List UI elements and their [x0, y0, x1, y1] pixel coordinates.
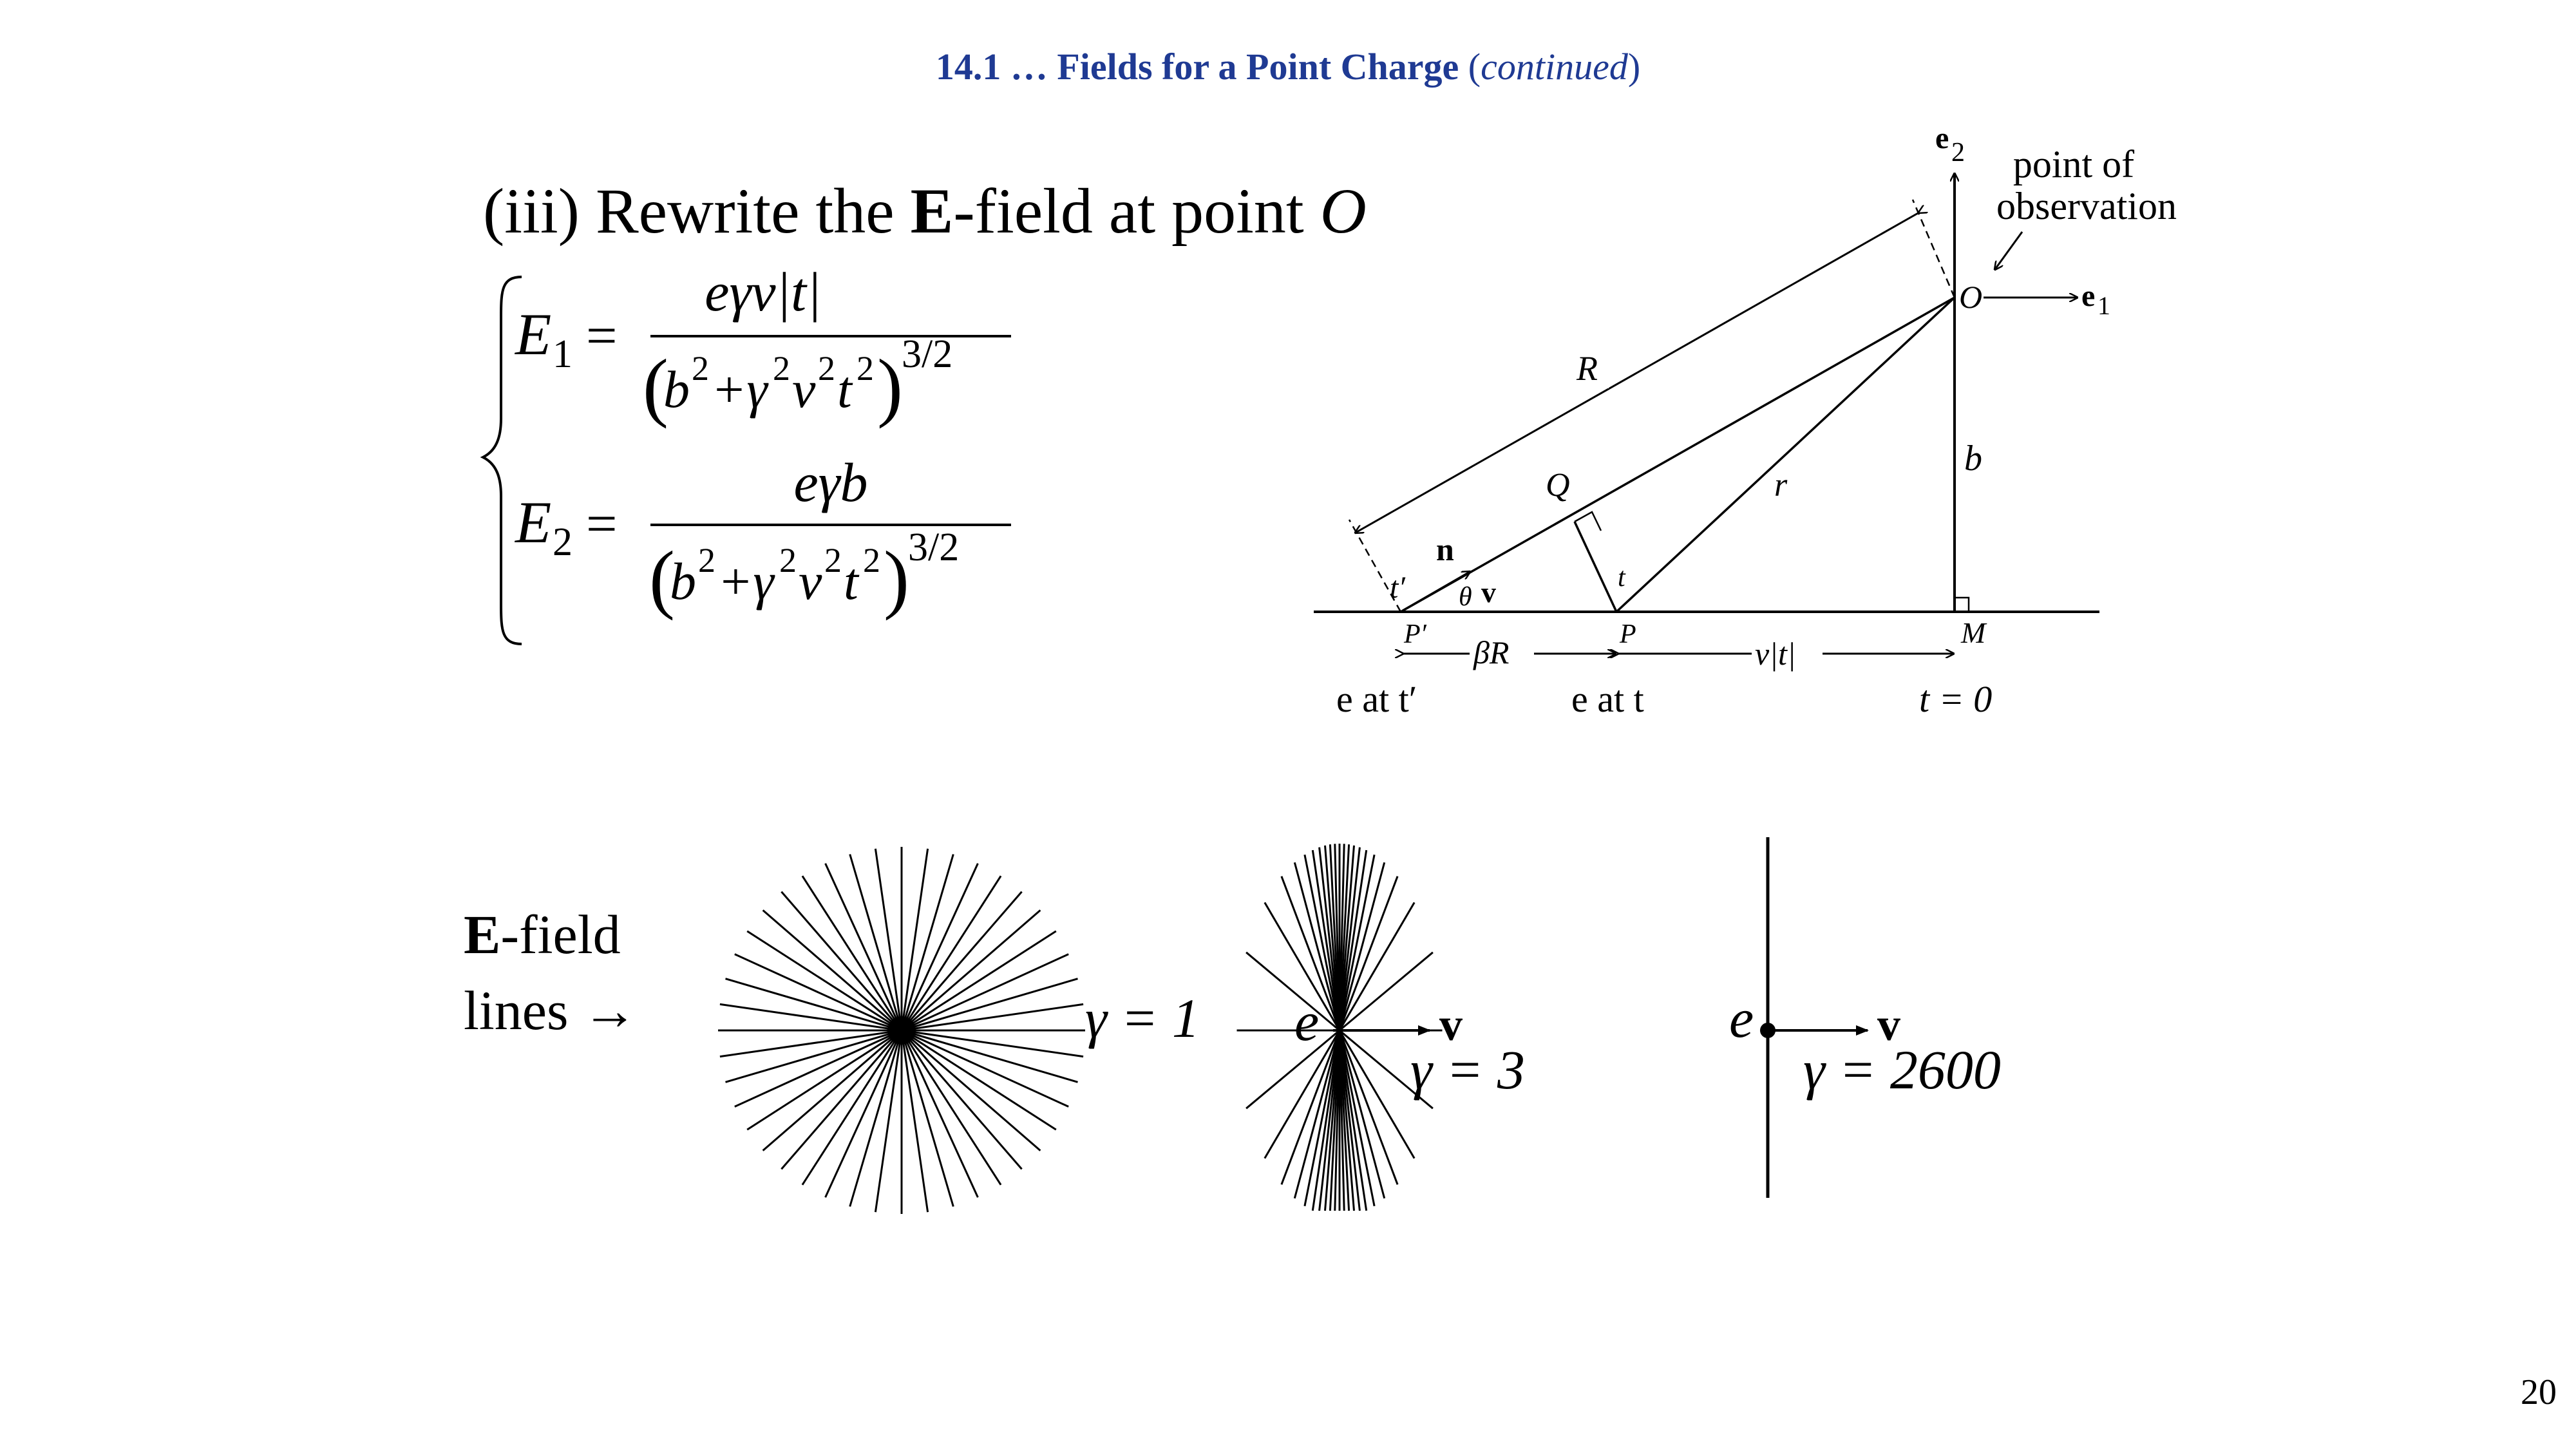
gamma1-charge — [887, 1016, 916, 1045]
heading-bold-E: E — [910, 175, 954, 247]
gamma3-field-lines — [1237, 844, 1443, 1211]
field-line — [781, 1030, 902, 1169]
e2-lhs: E — [515, 489, 552, 555]
e2-equals: = — [586, 493, 618, 554]
point-O: O — [1959, 279, 1983, 315]
e2-den-lparen: ( — [649, 535, 675, 621]
e1-den-b-sq: 2 — [692, 349, 709, 388]
r-label: r — [1774, 467, 1788, 504]
field-line — [726, 1030, 902, 1082]
e1-lhs: E — [515, 301, 552, 367]
field-equations — [477, 264, 1056, 663]
e2-den-gamma: +γ — [717, 552, 774, 611]
field-line — [902, 1030, 953, 1207]
e1-den-t-sq: 2 — [857, 349, 874, 388]
e2-sub: 2 — [1951, 138, 1965, 167]
geometry-diagram — [1301, 109, 2254, 728]
e-at-t: e at t — [1571, 678, 1644, 720]
field-lines-figure — [451, 824, 2093, 1224]
heading-point-O: O — [1320, 175, 1367, 247]
t-zero-label: t = 0 — [1919, 678, 1993, 720]
gamma2600-v-label: v — [1877, 999, 1900, 1050]
field-line — [850, 1030, 902, 1207]
e1-sub: 1 — [553, 332, 573, 376]
b-label: b — [1964, 439, 1982, 478]
e2-denominator — [649, 526, 959, 621]
R-arrow — [1356, 213, 1919, 533]
e1-den-rparen: ) — [877, 343, 903, 429]
e2-den-rparen: ) — [884, 535, 909, 621]
e1-den-v: v — [792, 360, 816, 419]
perpendicular-QP — [1575, 522, 1616, 612]
right-angle-M — [1955, 598, 1969, 612]
gamma3-v-label: v — [1439, 999, 1463, 1050]
field-label-line1 — [464, 904, 621, 965]
section-heading — [483, 174, 1367, 248]
field-line — [902, 979, 1078, 1030]
e2-numerator: eγb — [793, 451, 868, 513]
e1-den-t: t — [837, 360, 852, 419]
R-label: R — [1577, 349, 1598, 388]
e1-den-g-sq: 2 — [773, 349, 790, 388]
field-line — [726, 979, 902, 1030]
v-label: v — [1481, 576, 1496, 609]
field-line — [763, 1030, 902, 1151]
e1-equals: = — [586, 305, 618, 366]
field-line — [781, 892, 902, 1030]
field-line — [902, 1030, 1078, 1082]
field-label-bold: E — [464, 904, 501, 965]
t-label: t — [1618, 563, 1625, 592]
field-line — [902, 1030, 1022, 1169]
field-line — [902, 855, 953, 1031]
e-at-tprime: e at t′ — [1336, 678, 1417, 720]
betaR-label: βR — [1473, 634, 1510, 670]
observation-label-1: point of — [2012, 143, 2135, 185]
e2-den-b-sq: 2 — [698, 541, 715, 580]
e2-den-v: v — [799, 552, 822, 611]
title-main: 14.1 … Fields for a Point Charge — [935, 46, 1459, 88]
title-paren-open: ( — [1468, 46, 1481, 88]
field-line — [763, 910, 902, 1030]
slide-title — [0, 45, 2576, 88]
t-prime-label: t′ — [1390, 571, 1405, 605]
Q-label: Q — [1546, 467, 1570, 504]
gamma1-label: γ = 1 — [1085, 987, 1200, 1049]
e2-den-b: b — [670, 552, 696, 611]
field-line — [902, 910, 1040, 1030]
e2-den-v-sq: 2 — [824, 541, 842, 580]
title-paren-close: ) — [1627, 46, 1641, 88]
field-label-line2: lines → — [464, 980, 638, 1041]
P-prime-label: P′ — [1404, 620, 1426, 649]
observation-label-2: observation — [1996, 185, 2177, 227]
e2-den-pow: 3/2 — [908, 526, 960, 569]
e1-den-b: b — [663, 360, 690, 419]
field-label-rest: -field — [500, 904, 621, 965]
P-label: P — [1620, 620, 1636, 649]
field-line — [850, 855, 902, 1031]
title-continued: continued — [1481, 46, 1628, 88]
gamma3-label: γ = 3 — [1410, 1039, 1525, 1101]
page-number: 20 — [2521, 1372, 2557, 1412]
e2-sub: 2 — [553, 520, 573, 564]
n-label: n — [1436, 531, 1454, 567]
e2-den-t: t — [844, 552, 858, 611]
gamma2600-label: γ = 2600 — [1803, 1039, 2001, 1101]
theta-label: θ — [1459, 582, 1472, 612]
observation-pointer — [1995, 232, 2022, 269]
gamma2600-e-label: e — [1729, 987, 1754, 1049]
heading-prefix: (iii) Rewrite the — [483, 175, 911, 247]
e1-denominator — [643, 332, 952, 429]
line-r — [1616, 298, 1955, 612]
e1-den-v-sq: 2 — [818, 349, 835, 388]
e1-den-gamma: +γ — [711, 360, 768, 419]
e2-den-t-sq: 2 — [863, 541, 880, 580]
heading-middle: -field at point — [953, 175, 1320, 247]
field-line — [902, 892, 1022, 1030]
e1-den-lparen: ( — [643, 343, 668, 429]
e1-numerator: eγv|t| — [705, 264, 822, 323]
e1-label: e — [2081, 279, 2096, 313]
e1-sub: 1 — [2098, 291, 2110, 320]
vt-label: v|t| — [1755, 636, 1796, 672]
line-O-Pprime — [1401, 298, 1955, 612]
e2-den-g-sq: 2 — [779, 541, 797, 580]
gamma3-e-label: e — [1294, 990, 1320, 1052]
M-label: M — [1961, 616, 1986, 649]
e1-den-pow: 3/2 — [902, 332, 953, 376]
R-dash-top — [1913, 200, 1955, 298]
field-line — [902, 1030, 1040, 1151]
e2-label: e — [1935, 121, 1949, 155]
